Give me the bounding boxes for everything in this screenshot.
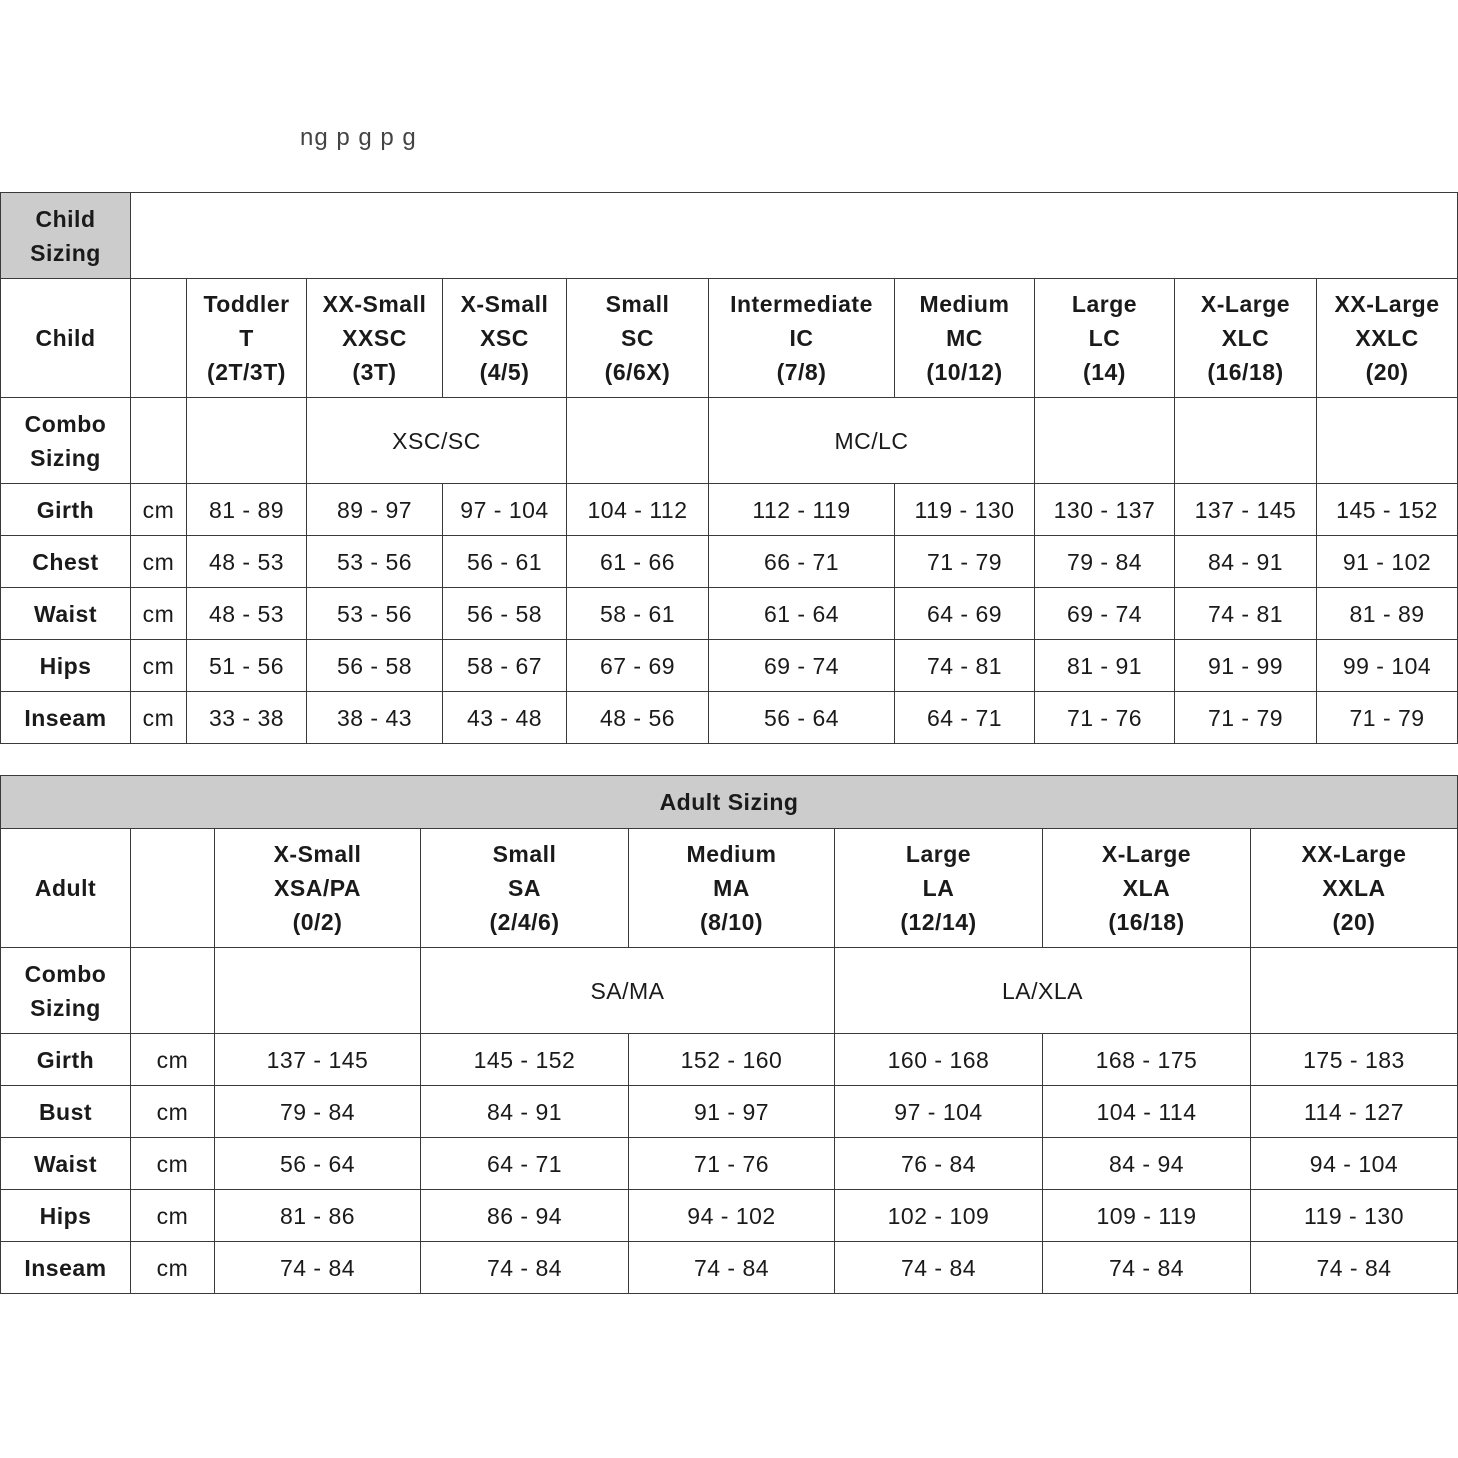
size-header-cell: X-Small XSC (4/5) [443,279,567,398]
unit-cell: cm [131,1190,215,1242]
combo-empty-cell [215,948,421,1034]
child-size-header-row [1,279,1458,398]
value-cell: 66 - 71 [709,536,895,588]
combo-empty-cell [187,398,307,484]
value-cell: 145 - 152 [421,1034,629,1086]
combo-cell: SA/MA [421,948,835,1034]
adult-title-row [1,776,1458,829]
combo-empty-cell [131,948,215,1034]
adult-header-label: Adult [1,829,131,948]
value-cell: 91 - 102 [1317,536,1458,588]
measurement-label: Hips [1,640,131,692]
size-header-cell: Large LC (14) [1035,279,1175,398]
adult-size-header-row [1,829,1458,948]
size-header-cell: X-Large XLC (16/18) [1175,279,1317,398]
size-header-cell: X-Small XSA/PA (0/2) [215,829,421,948]
adult-sizing-table [0,775,1458,1294]
table-row [1,1138,1458,1190]
measurement-label: Hips [1,1190,131,1242]
value-cell: 79 - 84 [215,1086,421,1138]
clipped-caption [300,124,1060,162]
value-cell: 64 - 69 [895,588,1035,640]
size-header-cell: Small SC (6/6X) [567,279,709,398]
unit-header-cell [131,279,187,398]
value-cell: 64 - 71 [895,692,1035,744]
value-cell: 56 - 58 [443,588,567,640]
value-cell: 81 - 86 [215,1190,421,1242]
size-header-cell: XX-Small XXSC (3T) [307,279,443,398]
value-cell: 56 - 64 [709,692,895,744]
combo-empty-cell [567,398,709,484]
value-cell: 84 - 91 [1175,536,1317,588]
value-cell: 79 - 84 [1035,536,1175,588]
measurement-label: Bust [1,1086,131,1138]
measurement-label: Girth [1,484,131,536]
value-cell: 38 - 43 [307,692,443,744]
combo-empty-cell [1175,398,1317,484]
value-cell: 74 - 84 [1251,1242,1458,1294]
combo-empty-cell [131,398,187,484]
value-cell: 56 - 64 [215,1138,421,1190]
value-cell: 104 - 114 [1043,1086,1251,1138]
size-header-cell: Small SA (2/4/6) [421,829,629,948]
value-cell: 119 - 130 [895,484,1035,536]
value-cell: 97 - 104 [443,484,567,536]
unit-cell: cm [131,588,187,640]
value-cell: 58 - 67 [443,640,567,692]
value-cell: 48 - 56 [567,692,709,744]
table-row [1,692,1458,744]
value-cell: 67 - 69 [567,640,709,692]
value-cell: 69 - 74 [1035,588,1175,640]
value-cell: 97 - 104 [835,1086,1043,1138]
value-cell: 94 - 104 [1251,1138,1458,1190]
table-row [1,536,1458,588]
value-cell: 51 - 56 [187,640,307,692]
value-cell: 74 - 84 [1043,1242,1251,1294]
child-title-row [1,193,1458,279]
child-header-label: Child [1,279,131,398]
value-cell: 76 - 84 [835,1138,1043,1190]
value-cell: 74 - 81 [895,640,1035,692]
measurement-label: Inseam [1,1242,131,1294]
adult-sizing-title: Adult Sizing [1,776,1458,829]
size-header-cell: Intermediate IC (7/8) [709,279,895,398]
value-cell: 102 - 109 [835,1190,1043,1242]
value-cell: 91 - 99 [1175,640,1317,692]
value-cell: 84 - 94 [1043,1138,1251,1190]
value-cell: 84 - 91 [421,1086,629,1138]
combo-sizing-label: Combo Sizing [1,948,131,1034]
value-cell: 74 - 84 [835,1242,1043,1294]
value-cell: 109 - 119 [1043,1190,1251,1242]
value-cell: 74 - 81 [1175,588,1317,640]
unit-cell: cm [131,1034,215,1086]
value-cell: 69 - 74 [709,640,895,692]
value-cell: 71 - 79 [895,536,1035,588]
value-cell: 168 - 175 [1043,1034,1251,1086]
table-row [1,484,1458,536]
unit-cell: cm [131,692,187,744]
child-sizing-title: Child Sizing [1,193,131,279]
unit-cell: cm [131,640,187,692]
combo-empty-cell [1251,948,1458,1034]
table-row [1,588,1458,640]
table-row [1,1086,1458,1138]
size-header-cell: XX-Large XXLA (20) [1251,829,1458,948]
child-title-spacer [131,193,1458,279]
unit-cell: cm [131,1086,215,1138]
measurement-label: Inseam [1,692,131,744]
table-row [1,1242,1458,1294]
value-cell: 64 - 71 [421,1138,629,1190]
unit-cell: cm [131,536,187,588]
child-sizing-table [0,192,1458,744]
value-cell: 81 - 91 [1035,640,1175,692]
value-cell: 99 - 104 [1317,640,1458,692]
value-cell: 56 - 58 [307,640,443,692]
value-cell: 145 - 152 [1317,484,1458,536]
value-cell: 94 - 102 [629,1190,835,1242]
unit-header-cell [131,829,215,948]
size-header-cell: Medium MC (10/12) [895,279,1035,398]
combo-cell: MC/LC [709,398,1035,484]
measurement-label: Girth [1,1034,131,1086]
value-cell: 58 - 61 [567,588,709,640]
value-cell: 152 - 160 [629,1034,835,1086]
value-cell: 61 - 64 [709,588,895,640]
unit-cell: cm [131,1138,215,1190]
value-cell: 74 - 84 [629,1242,835,1294]
value-cell: 56 - 61 [443,536,567,588]
size-header-cell: Medium MA (8/10) [629,829,835,948]
combo-cell: XSC/SC [307,398,567,484]
measurement-label: Waist [1,1138,131,1190]
combo-sizing-label: Combo Sizing [1,398,131,484]
adult-combo-row [1,948,1458,1034]
child-measurement-rows [1,484,1458,744]
value-cell: 89 - 97 [307,484,443,536]
unit-cell: cm [131,1242,215,1294]
value-cell: 119 - 130 [1251,1190,1458,1242]
value-cell: 53 - 56 [307,536,443,588]
value-cell: 74 - 84 [421,1242,629,1294]
value-cell: 33 - 38 [187,692,307,744]
value-cell: 61 - 66 [567,536,709,588]
value-cell: 48 - 53 [187,536,307,588]
value-cell: 71 - 76 [629,1138,835,1190]
measurement-label: Waist [1,588,131,640]
adult-measurement-rows [1,1034,1458,1294]
value-cell: 175 - 183 [1251,1034,1458,1086]
value-cell: 81 - 89 [1317,588,1458,640]
size-header-cell: XX-Large XXLC (20) [1317,279,1458,398]
combo-cell: LA/XLA [835,948,1251,1034]
value-cell: 74 - 84 [215,1242,421,1294]
value-cell: 137 - 145 [1175,484,1317,536]
value-cell: 114 - 127 [1251,1086,1458,1138]
value-cell: 160 - 168 [835,1034,1043,1086]
table-row [1,1034,1458,1086]
size-header-cell: Large LA (12/14) [835,829,1043,948]
value-cell: 137 - 145 [215,1034,421,1086]
value-cell: 53 - 56 [307,588,443,640]
clipped-caption-text: ng p g p g [300,124,417,151]
value-cell: 104 - 112 [567,484,709,536]
combo-empty-cell [1035,398,1175,484]
value-cell: 91 - 97 [629,1086,835,1138]
unit-cell: cm [131,484,187,536]
value-cell: 71 - 79 [1317,692,1458,744]
child-combo-row [1,398,1458,484]
value-cell: 86 - 94 [421,1190,629,1242]
value-cell: 43 - 48 [443,692,567,744]
value-cell: 71 - 79 [1175,692,1317,744]
combo-empty-cell [1317,398,1458,484]
value-cell: 71 - 76 [1035,692,1175,744]
value-cell: 81 - 89 [187,484,307,536]
value-cell: 130 - 137 [1035,484,1175,536]
size-header-cell: X-Large XLA (16/18) [1043,829,1251,948]
table-row [1,640,1458,692]
measurement-label: Chest [1,536,131,588]
value-cell: 112 - 119 [709,484,895,536]
table-row [1,1190,1458,1242]
value-cell: 48 - 53 [187,588,307,640]
size-header-cell: Toddler T (2T/3T) [187,279,307,398]
